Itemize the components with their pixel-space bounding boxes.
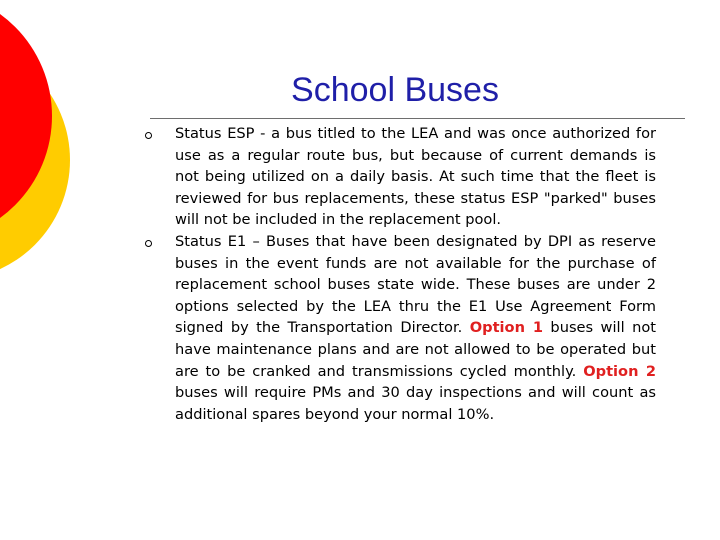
option-2-highlight: Option 2	[583, 362, 656, 380]
bullet-text-part: Status E1 – Buses that have been designated by DPI as reserve buses in the event funds are not available for the purchase of replacement school buses state wide. These buses are under 2 options selected by the LEA thru the E1 Use Agreement Form signed by the Transportation Director.	[175, 232, 656, 337]
bullet-list	[148, 123, 656, 425]
bullet-text: Status ESP - a bus titled to the LEA and was once authorized for use as a regular route bus, but because of current demands is not being utilized on a daily basis. At such time that the fleet is reviewed for bus replacements, these status ESP "parked" buses will not be included in the replacement pool.	[175, 125, 656, 229]
slide-title: School Buses	[291, 71, 499, 109]
option-1-highlight: Option 1	[469, 319, 543, 337]
bullet-circle-icon	[145, 132, 152, 139]
bullet-text-part: buses will not have maintenance plans and are not allowed to be operated but are to be cranked and transmissions cycled monthly.	[175, 319, 656, 380]
bullet-text-part: buses will require PMs and 30 day inspections and will count as additional spares beyond your normal 10%.	[175, 384, 656, 423]
bullet-circle-icon	[145, 240, 152, 247]
bullet-item-status-esp	[148, 123, 656, 231]
bullet-item-status-e1	[148, 231, 656, 425]
title-divider	[150, 118, 685, 119]
